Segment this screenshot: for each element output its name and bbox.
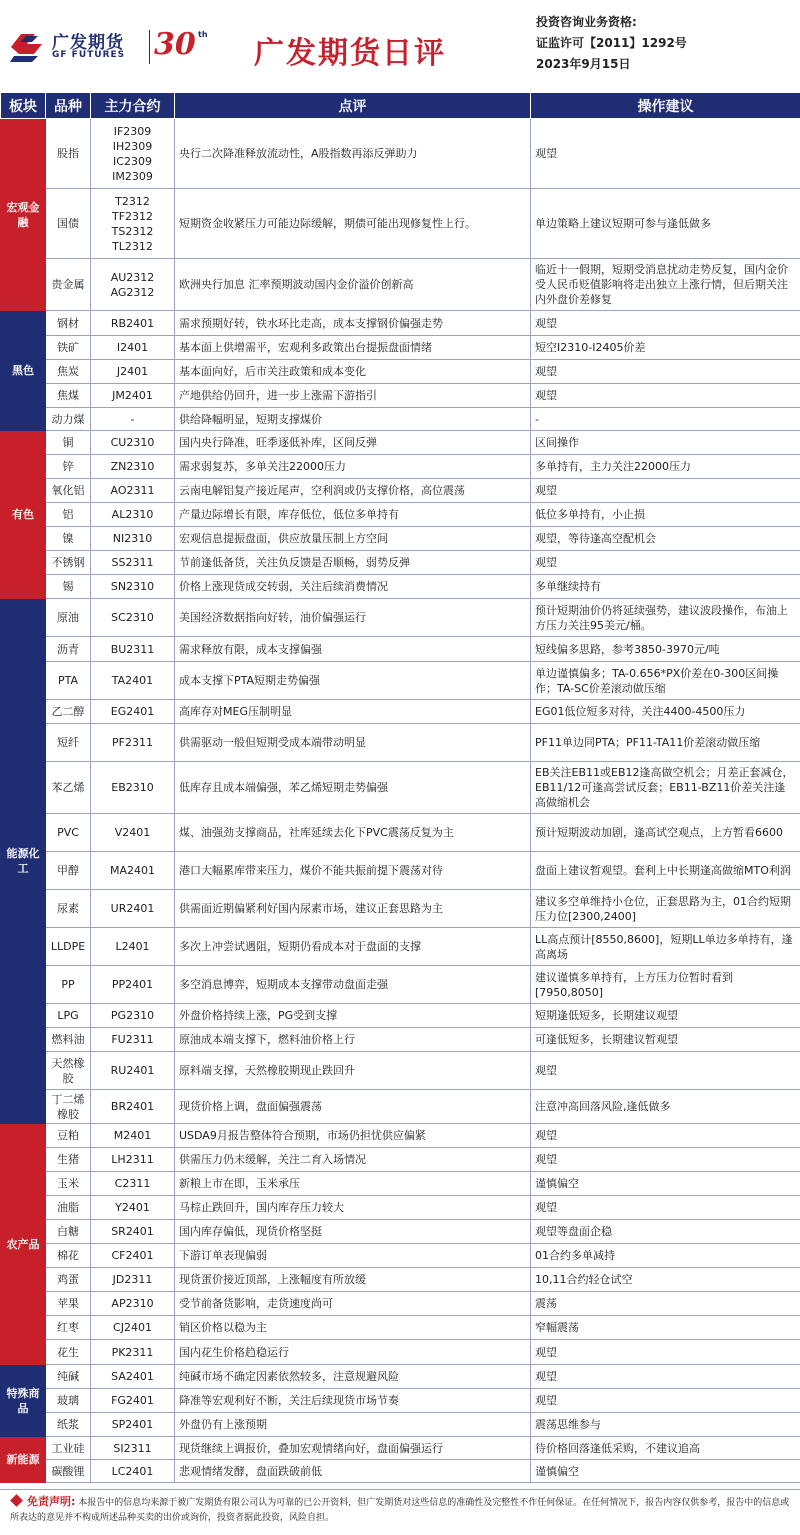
table-body: [1, 119, 800, 1483]
table-row: [1, 1365, 800, 1389]
variety-cell: 国债: [46, 189, 91, 259]
col-header-comment: 点评: [175, 93, 531, 119]
comment-cell: 需求弱复苏，多单关注22000压力: [175, 455, 531, 479]
table-row: [1, 1052, 800, 1090]
contract-cell: AU2312 AG2312: [91, 259, 175, 311]
variety-cell: 钢材: [46, 311, 91, 336]
contract-cell: LH2311: [91, 1148, 175, 1172]
variety-cell: 股指: [46, 119, 91, 189]
variety-cell: 丁二烯橡胶: [46, 1090, 91, 1124]
contract-cell: SA2401: [91, 1365, 175, 1389]
variety-cell: PTA: [46, 662, 91, 700]
advice-cell: 观望: [531, 551, 800, 575]
contract-cell: UR2401: [91, 890, 175, 928]
advice-cell: 观望: [531, 1389, 800, 1413]
logo-chinese-name: 广发期货: [52, 33, 124, 53]
advice-cell: 多单继续持有: [531, 575, 800, 599]
table-row: [1, 1004, 800, 1028]
report-date: 2023年9月15日: [536, 57, 631, 71]
comment-cell: 供需压力仍未缓解，关注二育入场情况: [175, 1148, 531, 1172]
license-info: [536, 12, 687, 75]
advice-cell: 观望: [531, 1196, 800, 1220]
comment-cell: 供给降幅明显，短期支撑煤价: [175, 408, 531, 431]
col-header-variety: 品种: [46, 93, 91, 119]
table-row: [1, 527, 800, 551]
contract-cell: SS2311: [91, 551, 175, 575]
table-row: [1, 336, 800, 360]
variety-cell: 原油: [46, 599, 91, 637]
table-header-row: [1, 93, 800, 119]
contract-cell: SN2310: [91, 575, 175, 599]
advice-cell: 谨慎偏空: [531, 1172, 800, 1196]
comment-cell: 原料端支撑，天然橡胶期现止跌回升: [175, 1052, 531, 1090]
variety-cell: 鸡蛋: [46, 1268, 91, 1292]
variety-cell: 苹果: [46, 1292, 91, 1316]
contract-cell: IF2309 IH2309 IC2309 IM2309: [91, 119, 175, 189]
variety-cell: 玉米: [46, 1172, 91, 1196]
commentary-table: [0, 92, 800, 1483]
contract-cell: SI2311: [91, 1437, 175, 1460]
variety-cell: PVC: [46, 814, 91, 852]
table-row: [1, 384, 800, 408]
advice-cell: 观望: [531, 311, 800, 336]
table-row: [1, 503, 800, 527]
contract-cell: JD2311: [91, 1268, 175, 1292]
contract-cell: LC2401: [91, 1460, 175, 1483]
advice-cell: LL高点预计[8550,8600]，短期LL单边多单持有，逢高离场: [531, 928, 800, 966]
comment-cell: 煤、油强劲支撑商品，社库延续去化下PVC震荡反复为主: [175, 814, 531, 852]
comment-cell: 纯碱市场不确定因素依然较多，注意规避风险: [175, 1365, 531, 1389]
table-row: [1, 852, 800, 890]
contract-cell: EB2310: [91, 762, 175, 814]
contract-cell: PP2401: [91, 966, 175, 1004]
table-row: [1, 700, 800, 724]
table-row: [1, 1124, 800, 1148]
sector-cell: 宏观金融: [1, 119, 46, 311]
comment-cell: 多次上冲尝试遇阻，短期仍看成本对于盘面的支撑: [175, 928, 531, 966]
contract-cell: SP2401: [91, 1413, 175, 1437]
contract-cell: MA2401: [91, 852, 175, 890]
contract-cell: V2401: [91, 814, 175, 852]
logo-divider: [149, 30, 150, 64]
contract-cell: TA2401: [91, 662, 175, 700]
comment-cell: 云南电解铝复产接近尾声，空利润或仍支撑价格，高位震荡: [175, 479, 531, 503]
comment-cell: 产地供给仍回升，进一步上涨需下游指引: [175, 384, 531, 408]
contract-cell: AP2310: [91, 1292, 175, 1316]
disclaimer-label: 免责声明:: [27, 1495, 76, 1508]
advice-cell: 建议谨慎多单持有，上方压力位暂时看到[7950,8050]: [531, 966, 800, 1004]
comment-cell: 原油成本端支撑下，燃料油价格上行: [175, 1028, 531, 1052]
variety-cell: 碳酸锂: [46, 1460, 91, 1483]
comment-cell: 港口大幅累库带来压力，煤价不能共振前提下震荡对待: [175, 852, 531, 890]
table-row: [1, 662, 800, 700]
comment-cell: USDA9月报告整体符合预期，市场仍担忧供应偏紧: [175, 1124, 531, 1148]
table-row: [1, 575, 800, 599]
table-row: [1, 724, 800, 762]
variety-cell: 工业硅: [46, 1437, 91, 1460]
variety-cell: 苯乙烯: [46, 762, 91, 814]
sector-cell: 特殊商品: [1, 1365, 46, 1437]
advice-cell: 待价格回落逢低采购，不建议追高: [531, 1437, 800, 1460]
advice-cell: 震荡思维参与: [531, 1413, 800, 1437]
comment-cell: 欧洲央行加息 汇率预期波动国内金价溢价创新高: [175, 259, 531, 311]
advice-cell: 单边策略上建议短期可参与逢低做多: [531, 189, 800, 259]
table-row: [1, 1028, 800, 1052]
sector-cell: 农产品: [1, 1124, 46, 1365]
advice-cell: 观望: [531, 384, 800, 408]
comment-cell: 基本面向好，后市关注政策和成本变化: [175, 360, 531, 384]
contract-cell: ZN2310: [91, 455, 175, 479]
contract-cell: CF2401: [91, 1244, 175, 1268]
footer-divider: [0, 1489, 800, 1490]
diamond-bullet-icon: [10, 1494, 23, 1507]
variety-cell: 白糖: [46, 1220, 91, 1244]
comment-cell: 需求释放有限，成本支撑偏强: [175, 637, 531, 662]
variety-cell: 贵金属: [46, 259, 91, 311]
contract-cell: NI2310: [91, 527, 175, 551]
table-row: [1, 189, 800, 259]
sector-cell: 有色: [1, 431, 46, 599]
variety-cell: 玻璃: [46, 1389, 91, 1413]
contract-cell: FG2401: [91, 1389, 175, 1413]
advice-cell: 单边谨慎偏多；TA-0.656*PX价差在0-300区间操作；TA-SC价差滚动做压缩: [531, 662, 800, 700]
advice-cell: 观望: [531, 1365, 800, 1389]
variety-cell: LPG: [46, 1004, 91, 1028]
table-row: [1, 814, 800, 852]
advice-cell: 短线偏多思路，参考3850-3970元/吨: [531, 637, 800, 662]
advice-cell: 建议多空单维持小仓位，正套思路为主，01合约短期压力位[2300,2400]: [531, 890, 800, 928]
col-header-sector: 板块: [1, 93, 46, 119]
advice-cell: 观望等盘面企稳: [531, 1220, 800, 1244]
comment-cell: 成本支撑下PTA短期走势偏强: [175, 662, 531, 700]
advice-cell: 观望: [531, 1340, 800, 1365]
comment-cell: 新粮上市在即，玉米承压: [175, 1172, 531, 1196]
comment-cell: 受节前备货影响，走货速度尚可: [175, 1292, 531, 1316]
contract-cell: RB2401: [91, 311, 175, 336]
variety-cell: 锡: [46, 575, 91, 599]
comment-cell: 国内央行降准，旺季逐低补库，区间反弹: [175, 431, 531, 455]
contract-cell: C2311: [91, 1172, 175, 1196]
variety-cell: 红枣: [46, 1316, 91, 1340]
comment-cell: 多空消息博弈，短期成本支撑带动盘面走强: [175, 966, 531, 1004]
contract-cell: M2401: [91, 1124, 175, 1148]
variety-cell: 短纤: [46, 724, 91, 762]
contract-cell: PF2311: [91, 724, 175, 762]
comment-cell: 需求预期好转，铁水环比走高，成本支撑钢价偏强走势: [175, 311, 531, 336]
table-row: [1, 890, 800, 928]
variety-cell: 纸浆: [46, 1413, 91, 1437]
comment-cell: 国内库存偏低，现货价格坚挺: [175, 1220, 531, 1244]
variety-cell: 沥青: [46, 637, 91, 662]
table-row: [1, 1148, 800, 1172]
variety-cell: 动力煤: [46, 408, 91, 431]
variety-cell: 不锈钢: [46, 551, 91, 575]
comment-cell: 供需驱动一般但短期受成本端带动明显: [175, 724, 531, 762]
col-header-contract: 主力合约: [91, 93, 175, 119]
advice-cell: -: [531, 408, 800, 431]
table-row: [1, 762, 800, 814]
variety-cell: LLDPE: [46, 928, 91, 966]
comment-cell: 外盘价格持续上涨，PG受到支撑: [175, 1004, 531, 1028]
comment-cell: 外盘仍有上涨预期: [175, 1413, 531, 1437]
gf-futures-logo: [8, 26, 208, 76]
advice-cell: 注意冲高回落风险,逢低做多: [531, 1090, 800, 1124]
variety-cell: 天然橡胶: [46, 1052, 91, 1090]
contract-cell: RU2401: [91, 1052, 175, 1090]
advice-cell: 01合约多单减持: [531, 1244, 800, 1268]
comment-cell: 国内花生价格趋稳运行: [175, 1340, 531, 1365]
table-row: [1, 431, 800, 455]
advice-cell: 多单持有，主力关注22000压力: [531, 455, 800, 479]
contract-cell: L2401: [91, 928, 175, 966]
variety-cell: 甲醇: [46, 852, 91, 890]
variety-cell: 氧化铝: [46, 479, 91, 503]
variety-cell: 锌: [46, 455, 91, 479]
advice-cell: 短空I2310-I2405价差: [531, 336, 800, 360]
table-row: [1, 1196, 800, 1220]
table-row: [1, 599, 800, 637]
comment-cell: 宏观信息提振盘面，供应放量压制上方空间: [175, 527, 531, 551]
anniversary-30-badge: 30: [154, 27, 196, 62]
table-row: [1, 1172, 800, 1196]
advice-cell: 临近十一假期，短期受消息扰动走势反复，国内金价受人民币贬值影响将走出独立上涨行情，但后期关注内外盘价差修复: [531, 259, 800, 311]
variety-cell: 纯碱: [46, 1365, 91, 1389]
comment-cell: 产量边际增长有限，库存低位，低位多单持有: [175, 503, 531, 527]
variety-cell: 铁矿: [46, 336, 91, 360]
table-row: [1, 1090, 800, 1124]
license-line-permit: 证监许可【2011】1292号: [536, 36, 687, 50]
variety-cell: 棉花: [46, 1244, 91, 1268]
contract-cell: JM2401: [91, 384, 175, 408]
advice-cell: 观望，等待逢高空配机会: [531, 527, 800, 551]
variety-cell: 花生: [46, 1340, 91, 1365]
variety-cell: 燃料油: [46, 1028, 91, 1052]
variety-cell: 镍: [46, 527, 91, 551]
contract-cell: Y2401: [91, 1196, 175, 1220]
advice-cell: 区间操作: [531, 431, 800, 455]
advice-cell: 观望: [531, 1124, 800, 1148]
advice-cell: 窄幅震荡: [531, 1316, 800, 1340]
report-title: 广发期货日评: [254, 36, 446, 71]
table-row: [1, 1316, 800, 1340]
variety-cell: 铜: [46, 431, 91, 455]
comment-cell: 央行二次降准释放流动性，A股指数再添反弹助力: [175, 119, 531, 189]
comment-cell: 价格上涨现货成交转弱，关注后续消费情况: [175, 575, 531, 599]
table-row: [1, 551, 800, 575]
variety-cell: 焦煤: [46, 384, 91, 408]
comment-cell: 降准等宏观利好不断，关注后续现货市场节奏: [175, 1389, 531, 1413]
sector-cell: 能源化工: [1, 599, 46, 1124]
table-row: [1, 311, 800, 336]
logo-english-name: GF FUTURES: [52, 50, 126, 60]
table-row: [1, 637, 800, 662]
gf-logo-icon: [8, 30, 46, 64]
variety-cell: 铝: [46, 503, 91, 527]
advice-cell: EB关注EB11或EB12逢高做空机会；月差正套减仓，EB11/12可逢高尝试反套；EB11-BZ11价差关注逢高做缩机会: [531, 762, 800, 814]
table-row: [1, 360, 800, 384]
advice-cell: 预计短期油价仍将延续强势，建议波段操作，布油上方压力关注95美元/桶。: [531, 599, 800, 637]
contract-cell: J2401: [91, 360, 175, 384]
table-row: [1, 1244, 800, 1268]
comment-cell: 现货蛋价接近顶部，上涨幅度有所放缓: [175, 1268, 531, 1292]
col-header-advice: 操作建议: [531, 93, 800, 119]
table-row: [1, 259, 800, 311]
table-row: [1, 1389, 800, 1413]
table-row: [1, 1340, 800, 1365]
advice-cell: 盘面上建议暂观望。套利上中长期逢高做缩MTO利润: [531, 852, 800, 890]
comment-cell: 低库存且成本端偏强，苯乙烯短期走势偏强: [175, 762, 531, 814]
comment-cell: 高库存对MEG压制明显: [175, 700, 531, 724]
table-row: [1, 1220, 800, 1244]
advice-cell: 观望: [531, 1148, 800, 1172]
contract-cell: CU2310: [91, 431, 175, 455]
variety-cell: 豆粕: [46, 1124, 91, 1148]
variety-cell: PP: [46, 966, 91, 1004]
table-row: [1, 966, 800, 1004]
comment-cell: 下游订单表现偏弱: [175, 1244, 531, 1268]
comment-cell: 短期资金收紧压力可能边际缓解，期债可能出现修复性上行。: [175, 189, 531, 259]
contract-cell: BR2401: [91, 1090, 175, 1124]
advice-cell: 观望: [531, 360, 800, 384]
contract-cell: CJ2401: [91, 1316, 175, 1340]
contract-cell: -: [91, 408, 175, 431]
table-row: [1, 1268, 800, 1292]
license-line-qualification: 投资咨询业务资格:: [536, 15, 637, 29]
variety-cell: 油脂: [46, 1196, 91, 1220]
variety-cell: 生猪: [46, 1148, 91, 1172]
contract-cell: BU2311: [91, 637, 175, 662]
contract-cell: AL2310: [91, 503, 175, 527]
contract-cell: PG2310: [91, 1004, 175, 1028]
variety-cell: 焦炭: [46, 360, 91, 384]
variety-cell: 尿素: [46, 890, 91, 928]
advice-cell: 预计短期波动加剧，逢高试空观点，上方暂看6600: [531, 814, 800, 852]
table-row: [1, 1460, 800, 1483]
comment-cell: 销区价格以稳为主: [175, 1316, 531, 1340]
contract-cell: FU2311: [91, 1028, 175, 1052]
advice-cell: 观望: [531, 479, 800, 503]
comment-cell: 供需面近期偏紧利好国内尿素市场，建议正套思路为主: [175, 890, 531, 928]
contract-cell: SR2401: [91, 1220, 175, 1244]
contract-cell: AO2311: [91, 479, 175, 503]
disclaimer-text: 本报告中的信息均来源于被广发期货有限公司认为可靠的已公开资料，但广发期货对这些信息的准确性及完整性不作任何保证。在任何情况下，报告内容仅供参考，报告中的信息或所表达的意见并不构成所述品种买卖的出价或询价，投资者据此投资，风险自担。: [10, 1498, 790, 1523]
comment-cell: 悲观情绪发酵，盘面跌破前低: [175, 1460, 531, 1483]
table-row: [1, 1292, 800, 1316]
table-row: [1, 1413, 800, 1437]
comment-cell: 马棕止跌回升，国内库存压力较大: [175, 1196, 531, 1220]
sector-cell: 黑色: [1, 311, 46, 431]
sector-cell: 新能源: [1, 1437, 46, 1483]
comment-cell: 节前逢低备货，关注负反馈是否顺畅，弱势反弹: [175, 551, 531, 575]
advice-cell: 观望: [531, 119, 800, 189]
contract-cell: SC2310: [91, 599, 175, 637]
table-row: [1, 1437, 800, 1460]
anniversary-th-label: th: [198, 30, 208, 39]
table-row: [1, 479, 800, 503]
contract-cell: T2312 TF2312 TS2312 TL2312: [91, 189, 175, 259]
variety-cell: 乙二醇: [46, 700, 91, 724]
comment-cell: 现货价格上调，盘面偏强震荡: [175, 1090, 531, 1124]
report-header: [0, 0, 800, 92]
advice-cell: 短期逢低短多，长期建议观望: [531, 1004, 800, 1028]
advice-cell: 震荡: [531, 1292, 800, 1316]
advice-cell: 低位多单持有，小止损: [531, 503, 800, 527]
contract-cell: PK2311: [91, 1340, 175, 1365]
table-row: [1, 408, 800, 431]
contract-cell: EG2401: [91, 700, 175, 724]
table-row: [1, 928, 800, 966]
comment-cell: 现货继续上调报价，叠加宏观情绪向好，盘面偏强运行: [175, 1437, 531, 1460]
comment-cell: 基本面上供增需平，宏观利多政策出台提振盘面情绪: [175, 336, 531, 360]
disclaimer: [10, 1494, 790, 1526]
advice-cell: 谨慎偏空: [531, 1460, 800, 1483]
advice-cell: 可逢低短多，长期建议暂观望: [531, 1028, 800, 1052]
table-row: [1, 119, 800, 189]
contract-cell: I2401: [91, 336, 175, 360]
advice-cell: 观望: [531, 1052, 800, 1090]
table-row: [1, 455, 800, 479]
advice-cell: 10,11合约轻仓试空: [531, 1268, 800, 1292]
advice-cell: EG01低位短多对待，关注4400-4500压力: [531, 700, 800, 724]
advice-cell: PF11单边同PTA；PF11-TA11价差滚动做压缩: [531, 724, 800, 762]
comment-cell: 美国经济数据指向好转，油价偏强运行: [175, 599, 531, 637]
